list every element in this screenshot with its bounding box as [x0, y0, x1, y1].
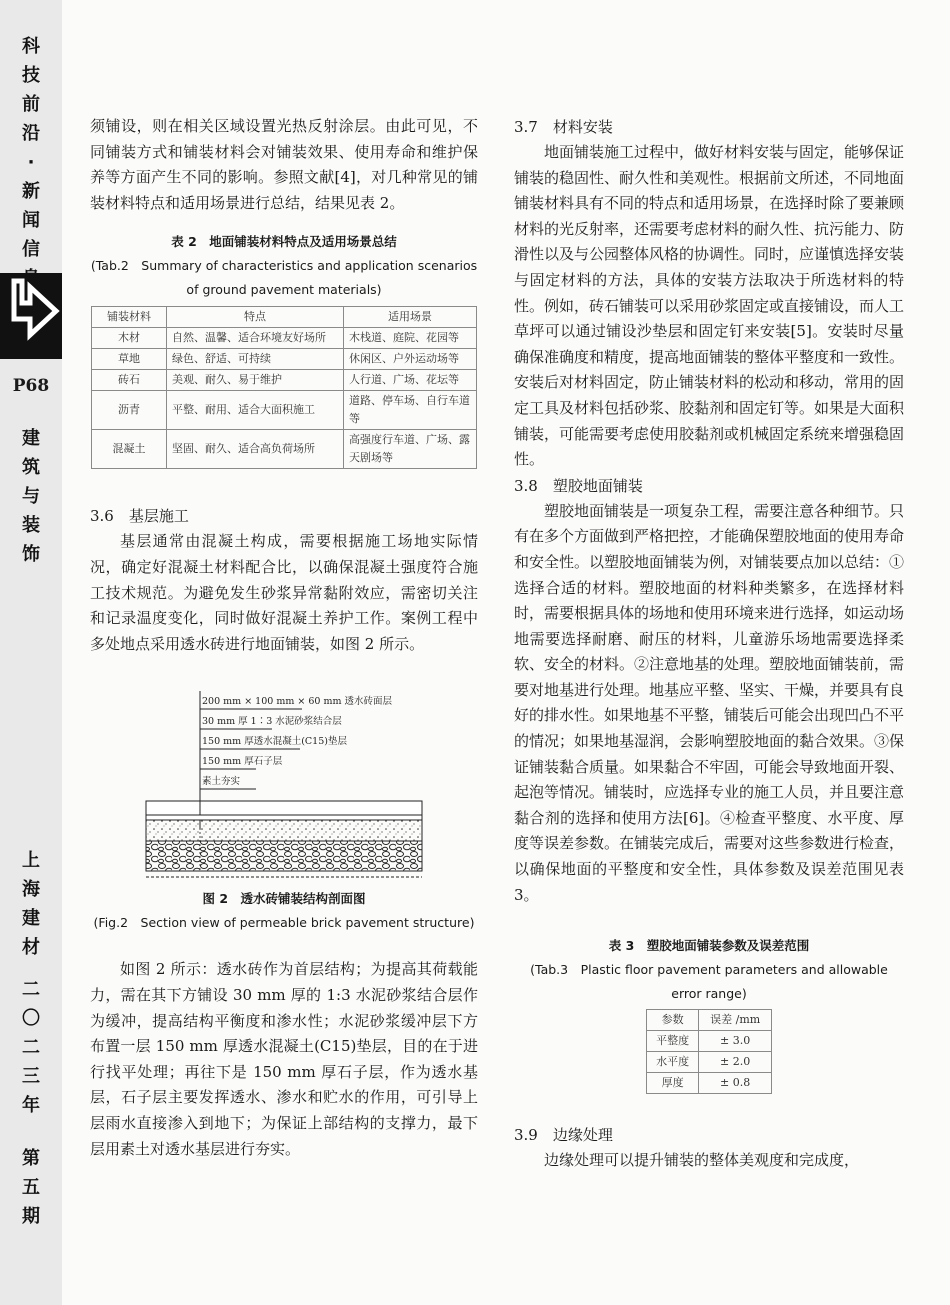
- sidebar-char: 技: [22, 65, 40, 86]
- table2-cell: 道路、停车场、自行车道等: [344, 391, 477, 430]
- sidebar-char: 与: [22, 486, 40, 507]
- sidebar-char: 上: [22, 850, 40, 871]
- table2-header: 铺装材料: [92, 307, 167, 328]
- table3-cell: ± 0.8: [699, 1073, 772, 1094]
- paragraph-3-7: 地面铺装施工过程中，做好材料安装与固定，能够保证铺装的稳固性、耐久性和美观性。根据前文所述，不同地面铺装材料具有不同的特点和适用场景，在选择时除了要兼顾材料的光反射率，还需要考虑材料的耐久性、抗污能力、防滑性以及与公园整体风格的协调性。同时，应谨慎选择安装与固定材料的方法，具体的安装方法取决于所选材料的特性。例如，砖石铺装可以采用砂浆固定或直接铺设，而人工草坪可以通过铺设沙垫层和固定钉来安装[5]。安装时尽量确保准确度和精度，提高地面铺装的整体平整度和一致性。安装后对材料固定，防止铺装材料的松动和移动，常用的固定工具及材料包括砂浆、胶黏剂和固定钉等。如果是大面积铺装，可能需要考虑使用胶黏剂或机械固定系统来增强稳固性。: [514, 143, 905, 469]
- table3-title-en-1: (Tab.3 Plastic floor pavement parameters and allowable: [530, 962, 888, 978]
- sidebar-char: 新: [22, 181, 40, 202]
- sidebar-char: 闻: [22, 210, 40, 231]
- sidebar-char: 五: [22, 1177, 40, 1198]
- layer-label: 150 mm 厚石子层: [202, 756, 283, 768]
- table2-cell: 木材: [92, 328, 167, 349]
- concrete-layer: [146, 820, 422, 841]
- left-column: [90, 114, 478, 1162]
- sidebar-char: 装: [22, 515, 40, 536]
- table-row: [92, 391, 477, 430]
- layer-label: 素土夯实: [202, 776, 241, 788]
- sidebar-char: 期: [22, 1206, 40, 1227]
- paragraph-figure-description: 如图 2 所示：透水砖作为首层结构；为提高其荷载能力，需在其下方铺设 30 mm 厚的 1:3 水泥砂浆结合层作为缓冲，提高结构平衡度和渗水性；水泥砂浆缓冲层下方布置一层 150 mm 厚透水混凝土(C15)垫层，目的在于进行找平处理；再往下是 150 mm 厚石子层，作为透水基层，石子层主要发挥透水、渗水和贮水的作用，可引导上层雨水直接渗入到地下；为保证上部结构的支撑力，最下层用素土对透水基层进行夯实。: [90, 960, 478, 1158]
- table3-title-en-2: error range): [671, 986, 747, 1002]
- arrow-icon: [0, 273, 62, 359]
- paragraph-3-8: 塑胶地面铺装是一项复杂工程，需要注意各种细节。只有在多个方面做到严格把控，才能确保塑胶地面的使用寿命和安全性。以塑胶地面铺装为例，对铺装要点加以总结：①选择合适的材料。塑胶地面的材料种类繁多，在选择材料时，需要根据具体的场地和使用环境来进行选择，如运动场地需要选择耐磨、耐压的材料，儿童游乐场地需要选择柔软、安全的材料。②注意地基的处理。塑胶地面铺装前，需要对地基进行处理。地基应平整、坚实、干燥，并要具有良好的排水性。如果地基不平整，铺装后可能会出现凹凸不平的情况；如果地基湿润，会影响塑胶地面的黏合效果。③保证铺装黏合质量。如果黏合不牢固，可能会导致地面开裂、起泡等情况。铺装时，应选择专业的施工人员，并且要注意黏合剂的选择和使用方法[6]。④检查平整度、水平度、厚度等误差参数。在铺装完成后，需要对这些参数进行检查，以确保地面的平整度和安全性，具体参数及误差范围见表 3。: [514, 501, 905, 904]
- table3-header-row: [647, 1010, 772, 1031]
- figure2-caption-cn: 图 2 透水砖铺装结构剖面图: [202, 891, 366, 907]
- table2-cell: 坚固、耐久、适合高负荷场所: [167, 430, 344, 469]
- table3-cell: 平整度: [647, 1031, 699, 1052]
- table2-cell: 平整、耐用、适合大面积施工: [167, 391, 344, 430]
- sidebar-char: 筑: [22, 457, 40, 478]
- table2: [91, 306, 477, 469]
- sidebar-char: 建: [22, 908, 40, 929]
- figure-2: [144, 683, 424, 883]
- table2-cell: 人行道、广场、花坛等: [344, 370, 477, 391]
- sidebar-char: 材: [22, 937, 40, 958]
- table2-cell: 美观、耐久、易于维护: [167, 370, 344, 391]
- paragraph-intro: 须铺设，则在相关区域设置光热反射涂层。由此可见，不同铺装方式和铺装材料会对铺装效果、使用寿命和维护保养等方面产生不同的影响。参照文献[4]，对几种常见的铺装材料特点和适用场景进行总结，结果见表 2。: [90, 117, 478, 212]
- table-row: [647, 1031, 772, 1052]
- table2-header: 适用场景: [344, 307, 477, 328]
- table2-cell: 砖石: [92, 370, 167, 391]
- pavement-section-diagram: [144, 683, 424, 883]
- page-number: P68: [12, 376, 50, 396]
- sidebar-char: 科: [22, 36, 40, 57]
- table2-header: 特点: [167, 307, 344, 328]
- table-row: [92, 370, 477, 391]
- sidebar-publisher: [0, 846, 62, 962]
- layer-label: 200 mm × 100 mm × 60 mm 透水砖面层: [202, 696, 392, 708]
- sidebar-char: 三: [22, 1066, 40, 1087]
- paragraph-3-9: 边缘处理可以提升铺装的整体美观度和完成度，: [544, 1151, 860, 1170]
- table2-cell: 沥青: [92, 391, 167, 430]
- sidebar-char: 前: [22, 94, 40, 115]
- sidebar-char: 建: [22, 428, 40, 449]
- table2-cell: 木栈道、庭院、花园等: [344, 328, 477, 349]
- table-row: [92, 328, 477, 349]
- sidebar-char: ·: [27, 152, 35, 173]
- table2-cell: 混凝土: [92, 430, 167, 469]
- table2-header-row: [92, 307, 477, 328]
- sidebar-section-title: [0, 32, 62, 293]
- table3-cell: ± 2.0: [699, 1052, 772, 1073]
- table-row: [647, 1052, 772, 1073]
- sidebar-char: 〇: [22, 1008, 40, 1029]
- sidebar-journal-name: [0, 424, 62, 569]
- table3-cell: 厚度: [647, 1073, 699, 1094]
- heading-3-9: 3.9 边缘处理: [514, 1126, 613, 1145]
- table2-cell: 绿色、舒适、可持续: [167, 349, 344, 370]
- paragraph-3-6: 基层通常由混凝土构成，需要根据施工场地实际情况，确定好混凝土材料配合比，以确保混凝土强度符合施工技术规范。为避免发生砂浆异常黏附效应，需密切关注和记录温度变化，同时做好混凝土养护工作。案例工程中多处地点采用透水砖进行地面铺装，如图 2 所示。: [90, 532, 478, 653]
- sidebar-char: 海: [22, 879, 40, 900]
- sidebar-char: 信: [22, 239, 40, 260]
- table3-title-cn: 表 3 塑胶地面铺装参数及误差范围: [608, 938, 810, 954]
- heading-3-7: 3.7 材料安装: [514, 118, 613, 136]
- stone-layer: [146, 841, 422, 871]
- right-column: [514, 114, 904, 1174]
- sidebar-char: 沿: [22, 123, 40, 144]
- sidebar-char: 二: [22, 1037, 40, 1058]
- sidebar-char: 饰: [22, 544, 40, 565]
- figure2-caption-en: (Fig.2 Section view of permeable brick pavement structure): [93, 915, 475, 931]
- table3-header: 参数: [647, 1010, 699, 1031]
- brick-layer: [146, 801, 422, 815]
- table3: [646, 1009, 772, 1094]
- table2-cell: 高强度行车道、广场、露天剧场等: [344, 430, 477, 469]
- table2-cell: 自然、温馨、适合环境友好场所: [167, 328, 344, 349]
- table-row: [647, 1073, 772, 1094]
- layer-label: 150 mm 厚透水混凝土(C15)垫层: [202, 736, 347, 748]
- heading-3-6: 3.6 基层施工: [90, 507, 189, 526]
- sidebar-char: 年: [22, 1095, 40, 1116]
- heading-3-8: 3.8 塑胶地面铺装: [514, 476, 643, 495]
- table2-cell: 休闲区、户外运动场等: [344, 349, 477, 370]
- layer-label: 30 mm 厚 1∶3 水泥砂浆结合层: [202, 716, 342, 728]
- table3-cell: ± 3.0: [699, 1031, 772, 1052]
- sidebar-year-issue: [0, 975, 62, 1231]
- table3-cell: 水平度: [647, 1052, 699, 1073]
- sidebar-char: 第: [22, 1148, 40, 1169]
- table3-header: 误差 /mm: [699, 1010, 772, 1031]
- table-row: [92, 349, 477, 370]
- table2-title-en-2: of ground pavement materials): [186, 282, 382, 298]
- table2-title-cn: 表 2 地面铺装材料特点及适用场景总结: [171, 234, 397, 250]
- sidebar-char: 二: [22, 979, 40, 1000]
- mortar-layer: [146, 815, 422, 820]
- table-row: [92, 430, 477, 469]
- table2-cell: 草地: [92, 349, 167, 370]
- table2-title-en-1: (Tab.2 Summary of characteristics and application scenarios: [90, 258, 478, 274]
